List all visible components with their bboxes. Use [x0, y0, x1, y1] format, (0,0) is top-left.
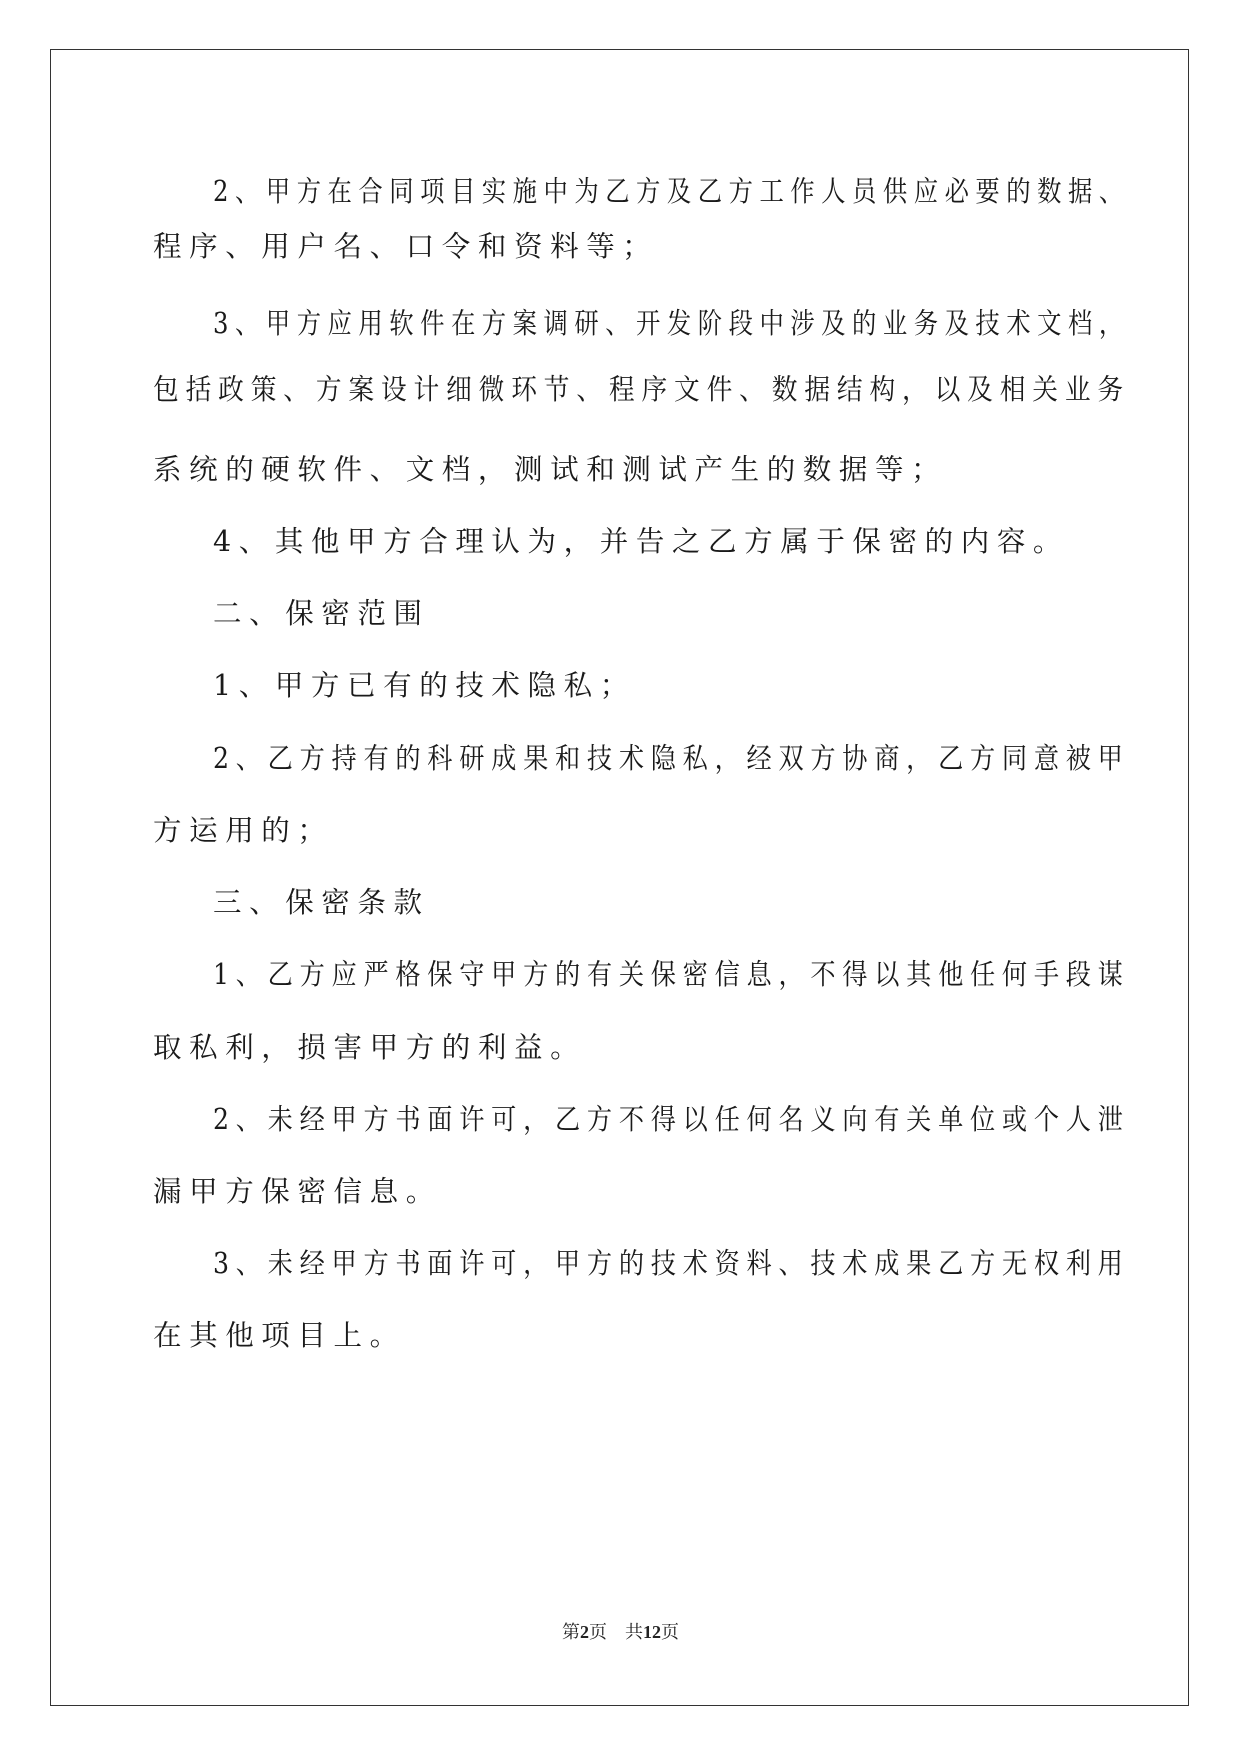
footer-prefix: 第 [562, 1622, 580, 1642]
paragraph-line: 2、甲方在合同项目实施中为乙方及乙方工作人员供应必要的数据、 [213, 175, 1130, 208]
paragraph-line: 系统的硬软件、文档，测试和测试产生的数据等； [153, 453, 948, 486]
paragraph-line: 2、未经甲方书面许可，乙方不得以任何名义向有关单位或个人泄 [213, 1103, 1130, 1136]
paragraph-line: 3、甲方应用软件在方案调研、开发阶段中涉及的业务及技术文档， [213, 307, 1130, 340]
paragraph-line: 1、乙方应严格保守甲方的有关保密信息，不得以其他任何手段谋 [213, 958, 1130, 991]
paragraph-line: 方运用的； [153, 814, 334, 847]
footer-page-suffix: 页 [589, 1622, 607, 1642]
section-heading: 二、保密范围 [213, 597, 430, 630]
paragraph-line: 3、未经甲方书面许可，甲方的技术资料、技术成果乙方无权利用 [213, 1247, 1130, 1280]
footer-total-suffix: 页 [661, 1622, 679, 1642]
paragraph-line: 4、其他甲方合理认为，并告之乙方属于保密的内容。 [213, 525, 1070, 558]
footer-total-prefix: 共 [625, 1622, 643, 1642]
paragraph-line: 取私利，损害甲方的利益。 [153, 1031, 587, 1064]
page-border [50, 49, 1189, 1706]
paragraph-line: 程序、用户名、口令和资料等； [153, 230, 659, 263]
section-heading: 三、保密条款 [213, 886, 430, 919]
page-footer [0, 1618, 1241, 1644]
paragraph-line: 在其他项目上。 [153, 1319, 406, 1352]
paragraph-line: 2、乙方持有的科研成果和技术隐私，经双方协商，乙方同意被甲 [213, 742, 1130, 775]
paragraph-line: 1、甲方已有的技术隐私； [213, 669, 636, 702]
page-number: 2 [580, 1622, 589, 1642]
paragraph-line: 包括政策、方案设计细微环节、程序文件、数据结构，以及相关业务 [153, 373, 1130, 406]
paragraph-line: 漏甲方保密信息。 [153, 1175, 442, 1208]
total-pages: 12 [643, 1622, 661, 1642]
